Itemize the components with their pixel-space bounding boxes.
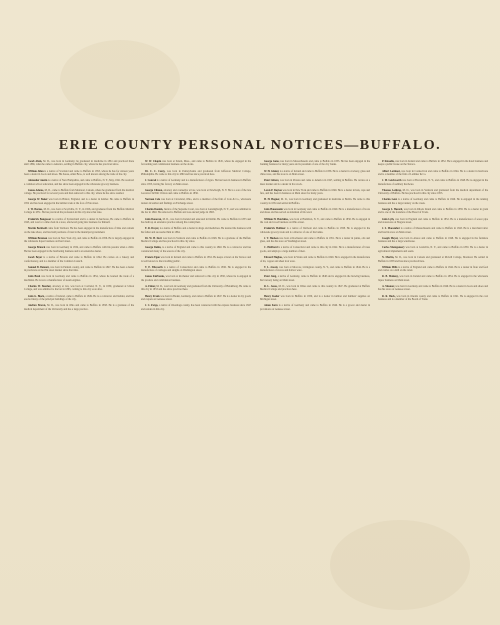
notice-name: H. H. Hagner, bbox=[264, 198, 280, 202]
notice-name: Peter Gittere, bbox=[264, 179, 280, 183]
personal-notice bbox=[141, 246, 251, 253]
personal-notice bbox=[141, 256, 251, 263]
notice-text: M. D., was born in Ireland and educated in Dublin. He came to Buffalo in 1855 and has built up an extensive practice among his countrymen. bbox=[141, 217, 251, 225]
personal-notice bbox=[260, 170, 370, 177]
notice-name: N. Martin, bbox=[382, 256, 395, 260]
notice-text: was born in Putnam county, and came to Buffalo in 1847. He has been a dealer in provisions at the Elk street market since that time. bbox=[24, 265, 134, 273]
notice-text: was born at Rochester and removed to this city in 1850, where he is engaged in the produce and commission business. bbox=[141, 275, 251, 282]
notice-name: Dr. W. H. Dorr bbox=[145, 236, 163, 240]
personal-notice bbox=[260, 160, 370, 167]
notice-name: Dr. C. C. Carey, bbox=[145, 169, 166, 173]
notice-text: M. D., was born at Scottville, N. Y., in 1826, and graduated from the Buffalo Medical College in 1851. He has practiced his profession in this city since that date. bbox=[24, 208, 134, 215]
personal-notice bbox=[378, 256, 488, 263]
notice-text: was born at Salem, Mass., and came to Buffalo in 1845, where he engaged in the forwarding and commission business on the docks. bbox=[141, 160, 251, 167]
notice-name: E. R. Dwyer, bbox=[145, 227, 160, 231]
notice-name: J. S. Macomber bbox=[382, 227, 400, 231]
notice-text: was born in Prussia and came to America in 1847, settling in Buffalo. He carries on a meat market and is a dealer in live stock. bbox=[260, 179, 370, 186]
personal-notice bbox=[24, 227, 134, 234]
notice-name: George Brunck bbox=[28, 246, 46, 250]
notice-text: is a native of Germany and came to Buffalo in 1846. He is a grocer and dealer in provisions on Genesee street. bbox=[260, 304, 370, 311]
notice-text: was born in Oneida county and came to Buffalo in 1841. He is engaged in the coal business and is a member of the Board of Trade. bbox=[378, 294, 488, 301]
personal-notice bbox=[24, 304, 134, 311]
personal-notice bbox=[260, 237, 370, 244]
personal-notice bbox=[24, 160, 134, 167]
notice-name: William Allen bbox=[28, 169, 44, 173]
personal-notice bbox=[260, 198, 370, 205]
page-title: ERIE COUNTY PERSONAL NOTICES—BUFFALO. bbox=[58, 138, 442, 153]
personal-notice bbox=[378, 179, 488, 186]
notice-name: George W. Baker bbox=[28, 198, 48, 202]
notice-name: T. E. Ellsworth bbox=[145, 265, 163, 269]
personal-notice bbox=[378, 295, 488, 302]
personal-notice bbox=[378, 208, 488, 215]
notice-column-3 bbox=[260, 160, 370, 608]
personal-notice bbox=[260, 179, 370, 186]
notice-text: is a native of Connecticut and came to this city in 1842. He is a manufacturer of brass goods, and employs a large number of men. bbox=[260, 246, 370, 253]
notice-name: Joseph Meyer, bbox=[382, 236, 399, 240]
notice-name: John G. Black, bbox=[28, 294, 45, 298]
notice-name: Alexander Austin bbox=[28, 179, 48, 183]
personal-notice bbox=[141, 285, 251, 292]
personal-notice bbox=[378, 198, 488, 205]
notice-text: a native of Germany, came to Buffalo in 1848 and is engaged in the brewing business, his brewery being on Main street. bbox=[260, 275, 370, 282]
notice-text: was born in Germany and came to Buffalo in 1854, where he learned the trade of a machinist. He is now a manufacturer of steam engines. bbox=[24, 275, 134, 282]
notice-name: C. Hubbard bbox=[264, 246, 278, 250]
notice-name: W. H. Glenny bbox=[264, 169, 280, 173]
notice-name: J. W. Barnes, bbox=[28, 208, 43, 212]
notice-name: William Brennan bbox=[28, 236, 48, 240]
notice-column-1 bbox=[24, 160, 134, 608]
notice-text: was born in Germany and came to Buffalo in 1849. He is a dealer in boots and shoes and has his store on Genesee street. bbox=[378, 284, 488, 292]
notice-column-4 bbox=[378, 160, 488, 608]
notice-text: M. D., was born in Germany and graduated in medicine at Berlin. He came to this country in 1854 and settled in Buffalo. bbox=[260, 198, 370, 205]
personal-notice bbox=[378, 218, 488, 225]
personal-notice bbox=[141, 198, 251, 205]
personal-notice bbox=[141, 179, 251, 186]
notice-name: John Bush bbox=[28, 275, 41, 279]
notice-text: was born in Buffalo in 1830, and is a dealer in lumber and builders' supplies on Michigan street. bbox=[260, 294, 370, 301]
personal-notice bbox=[141, 218, 251, 225]
notice-text: is a native of Germany and is a manufacturer of cigars. He has been in business in Buffalo since 1853, having his factory on Main street. bbox=[141, 179, 251, 186]
personal-notice bbox=[141, 266, 251, 273]
notice-text: M. D., was born in Germany; he graduated in medicine in 1861 and practiced there until 1866, when he came to America, settling in Buffalo city, where he has practiced since. bbox=[24, 160, 134, 167]
notice-text: is a native of England and came to this country in 1840. He is a contractor and has constructed many of the sewers of the city. bbox=[141, 246, 251, 253]
notice-name: John Donovan, bbox=[145, 217, 162, 221]
notice-text: was born in Vermont and came to Buffalo in 1848. He is a graduate of the Buffalo Medical College and has practiced in this city since. bbox=[141, 236, 251, 244]
notice-name: Francis Egan bbox=[145, 256, 160, 260]
notice-text: M. D., was born in Vermont and graduated from the medical department of the University of Buffalo. He has practiced in this city since 1853. bbox=[378, 188, 488, 196]
notice-text: a native of Onondaga county, has been connected with the express business since 1847 and resides in this city. bbox=[141, 304, 251, 311]
notice-name: Samuel B. Bennett, bbox=[28, 265, 50, 269]
notice-name: Charles Daniels, bbox=[145, 208, 164, 212]
notice-name: R. B. Mahany, bbox=[382, 275, 399, 279]
notice-name: George Dakin, bbox=[145, 246, 162, 250]
notice-text: was born in Germany and came to Buffalo in 1840. He is a manufacturer of boots and shoes and has served as alderman of his ward. bbox=[260, 208, 370, 215]
notice-name: A. Mesmer, bbox=[382, 284, 395, 288]
notice-name: Lewis P. Dayton bbox=[264, 188, 282, 192]
notice-text: was born at Hamilton, N. Y., and came to Buffalo in 1856. He is engaged in the coal and wood business on Ohio street. bbox=[260, 217, 370, 225]
notice-text: is a native of New Hampshire, and came to Buffalo, N. Y., May, 1841. He received a common school education, and has since been engaged in the wholesale grocery business. bbox=[24, 179, 134, 186]
notice-name: Thomas Lothrop, bbox=[382, 188, 402, 192]
personal-notice bbox=[260, 266, 370, 273]
personal-notice bbox=[378, 189, 488, 196]
personal-notice bbox=[378, 246, 488, 253]
notice-column-2 bbox=[141, 160, 251, 608]
personal-notice bbox=[141, 227, 251, 234]
personal-notice bbox=[24, 266, 134, 273]
paper-stain bbox=[60, 40, 180, 120]
notice-text: was born in Wales and came to Buffalo in 1849. He is engaged in the manufacture of tin, copper and sheet iron ware. bbox=[260, 256, 370, 263]
personal-notice bbox=[378, 285, 488, 292]
notice-text: is a native of Massachusetts and came to Buffalo in 1845. He is a merchant tailor and has his store on Main street. bbox=[378, 227, 488, 234]
notice-text: attorney at law, was born at Cortland, N. Y., in 1839, graduated at Union College, and was admitted to the bar in 1863, coming to this city soon after. bbox=[24, 284, 134, 292]
notice-text: is a native of Vermont and came to Buffalo in 1838. He is engaged in the wholesale grocery trade and is a director of one of the banks. bbox=[260, 227, 370, 234]
notice-name: J. C. Fargo, bbox=[145, 304, 159, 308]
personal-notice bbox=[260, 304, 370, 311]
notice-name: Frederick Bangasser bbox=[28, 217, 52, 221]
notice-name: J. Conrad bbox=[145, 179, 157, 183]
personal-notice bbox=[141, 295, 251, 302]
notice-text: was born in Pennsylvania and graduated from Jefferson Medical College, Philadelphia. He came to this city in 1860 and has since practiced here. bbox=[141, 169, 251, 177]
personal-notice bbox=[260, 208, 370, 215]
notice-name: Charles W. Beecher, bbox=[28, 284, 52, 288]
personal-notice bbox=[24, 208, 134, 215]
personal-notice bbox=[260, 218, 370, 225]
personal-notice bbox=[378, 237, 488, 244]
personal-notice bbox=[378, 275, 488, 282]
notice-name: Martin Bardwell bbox=[28, 227, 47, 231]
notice-text: was born in Ireland and came to Buffalo in 1852. He keeps a hotel on the Terrace and is well known to the travelling public. bbox=[141, 256, 251, 263]
notice-text: is a native of Connecticut and came to Buffalo in 1836. He is engaged in the manufacture of carriages and sleighs on Washington street. bbox=[141, 265, 251, 273]
notice-text: was born in England and came to Buffalo in 1852. He is a manufacturer of sewer pipe and stoneware on Niagara street. bbox=[378, 217, 488, 225]
notice-text: M. D., was born in Canada and graduated at McGill College, Montreal. He settled in Buffalo in 1858 and has since practiced here. bbox=[378, 256, 488, 263]
notice-text: is a native of Ireland and came to Buffalo in 1836. He is a dealer in crockery, glass and china ware, and his store is on Main street. bbox=[260, 169, 370, 177]
notice-name: James Adams, bbox=[28, 188, 44, 192]
personal-notice bbox=[378, 170, 488, 177]
notice-text: is a native of Buffalo and a dealer in drugs and medicines. He learned the business with his father and succeeded him in 1864. bbox=[141, 227, 251, 234]
notice-name: J. T. Hudson bbox=[264, 236, 279, 240]
notice-name: P. Kinsella, bbox=[382, 160, 395, 163]
notice-name: Norman Cole bbox=[145, 198, 161, 202]
notice-name: R. R. Buck, bbox=[382, 294, 396, 298]
notice-name: Jacob Beyer bbox=[28, 256, 43, 260]
notice-name: George S. Hazard, bbox=[382, 208, 403, 212]
personal-notice bbox=[378, 266, 488, 273]
notice-text: was born in Massachusetts and came to Buffalo in 1833. He has been engaged in the banking business for many years and is president of one of the city banks. bbox=[260, 160, 370, 167]
notice-name: T. L. Jewett, bbox=[264, 265, 279, 269]
notice-text: was born in Baden, Germany, and came to Buffalo in 1847. He is a dealer in dry goods and carpets on Genesee street. bbox=[141, 294, 251, 301]
notice-name: Andrew Brown, bbox=[28, 304, 47, 308]
notice-name: Charles Lenz bbox=[382, 198, 398, 202]
personal-notice bbox=[24, 198, 134, 205]
personal-notice bbox=[24, 179, 134, 186]
personal-notice bbox=[378, 160, 488, 167]
personal-notice bbox=[24, 246, 134, 253]
personal-notice bbox=[378, 227, 488, 234]
personal-notice bbox=[260, 189, 370, 196]
personal-notice bbox=[260, 256, 370, 263]
notice-text: was born in Bristol, England, and is a dealer in lumber. He came to Buffalo in 1852 and has been engaged in the lumber trade at the foot of Erie street. bbox=[24, 198, 134, 205]
personal-notice bbox=[24, 285, 134, 292]
notice-text: was born in Ireland and came to Buffalo in 1852. He is engaged in the hotel business and keeps a public house on the Terrace. bbox=[378, 160, 488, 167]
notice-text: was born in New York and came to Buffalo in 1849. He is a dealer in hats, caps and furs, and has been in business on Main street for many years. bbox=[260, 188, 370, 196]
notice-text: was born at Moscow, Livingston county, N. Y., and came to Buffalo in 1844. He is a manufacturer of stoves and hollow ware. bbox=[260, 265, 370, 273]
personal-notice bbox=[260, 227, 370, 234]
personal-notice bbox=[24, 189, 134, 196]
notice-text: was born in Germany in 1834, and came to Buffalo with his parents when a child. He has been engaged in the butchering business and is an extensive dealer. bbox=[24, 246, 134, 253]
notice-name: William Mills bbox=[382, 265, 398, 269]
personal-notice bbox=[260, 295, 370, 302]
personal-notice bbox=[24, 218, 134, 225]
personal-notice bbox=[24, 256, 134, 263]
personal-notice bbox=[260, 285, 370, 292]
notice-name: William H. Hotchkiss, bbox=[264, 217, 289, 221]
notice-name: Jacob Abels, bbox=[28, 160, 43, 163]
notice-text: M. D., was born in Germany and graduated from the University of Heidelberg. He came to this city in 1853 and has since practiced here. bbox=[141, 284, 251, 292]
personal-notice bbox=[24, 170, 134, 177]
notice-name: R. L. Jones, bbox=[264, 284, 278, 288]
personal-notice bbox=[260, 246, 370, 253]
personal-notice bbox=[24, 295, 134, 302]
personal-notice bbox=[141, 189, 251, 196]
notice-name: George Clinton, bbox=[145, 188, 163, 192]
notice-text: was born at Granville, N. Y., and came to Buffalo in 1850. He is a dealer in agricultural implements and seeds. bbox=[378, 246, 488, 253]
personal-notice bbox=[141, 160, 251, 167]
notice-name: Henry Keeler bbox=[264, 294, 280, 298]
notice-name: Albert Lattimer, bbox=[382, 169, 401, 173]
notice-text: was born in Ireland and came to Buffalo in 1854. He is engaged in the wholesale liquor business on Main street. bbox=[378, 275, 488, 282]
notice-text: Justice of the Supreme Court, was born at Lansingburgh, N. Y., and was admitted to the bar in 1840. He removed to Buffalo and was elected judge in 1863. bbox=[141, 208, 251, 215]
notice-name: W. W. Chapin bbox=[145, 160, 162, 163]
notice-text: is a native of Bavaria and came to Buffalo in 1842. He carries on a bakery and confectionery, and is a member of the Common Council. bbox=[24, 256, 134, 263]
notice-text: was born in New York city, and came to Buffalo in 1856. He is largely engaged in the wholesale liquor business on Pearl street. bbox=[24, 236, 134, 244]
notice-name: John Hauenstein bbox=[264, 208, 283, 212]
notice-text: was born in Alsace and came to Buffalo in 1848. He is engaged in the furniture business and has a large warehouse. bbox=[378, 236, 488, 244]
notice-text: was born in Connecticut and came to Buffalo in 1844. He is a dealer in hardware and is a member of the firm of Lattimer & Co. bbox=[378, 169, 488, 177]
personal-notice bbox=[141, 208, 251, 215]
notice-text: is a native of Germany and came to Buffalo in 1849. He is engaged in the tanning business and has a large tannery on the creek. bbox=[378, 198, 488, 205]
personal-notice bbox=[260, 275, 370, 282]
notice-text: a native of Ireland, came to Buffalo in 1849. He is a contractor and builder, and has erected many of the principal buildings of the city. bbox=[24, 294, 134, 301]
notice-text: M. D., came to Buffalo from Montreal, Canada, where he graduated from the medical college. He practiced for several years and then removed to this city, where he has since resided. bbox=[24, 188, 134, 196]
notice-text: was born at Cleveland, Ohio, and is a member of the firm of Cole & Co., wholesale dealers in leather and findings on Exchange street. bbox=[141, 198, 251, 205]
notice-text: came from Vermont. He has been engaged in the manufacture of lime and cement on the lake shore, and has held positions of trust in the municipal government. bbox=[24, 227, 134, 234]
notice-text: was born at Rochester and came to Buffalo in 1851. He is a dealer in paints, oils and glass, and has his store on Washington street. bbox=[260, 236, 370, 244]
notice-text: is a native of England and came to Buffalo in 1842. He is a dealer in flour and feed and carries on a mill on the canal. bbox=[378, 265, 488, 273]
notice-text: was born at Brownville, N. Y., and came to Buffalo in 1848. He is engaged in the manufacture of saddlery hardware. bbox=[378, 179, 488, 186]
personal-notice bbox=[141, 170, 251, 177]
personal-notice bbox=[24, 237, 134, 244]
notice-name: George Gates bbox=[264, 160, 280, 163]
personal-notice bbox=[141, 237, 251, 244]
notice-name: Adam Kern bbox=[264, 304, 278, 308]
personal-notice bbox=[141, 275, 251, 282]
notice-text: M. D., was born in Wales and came to this country in 1847. He graduated at Buffalo Medical College and practices here. bbox=[260, 284, 370, 292]
notice-text: was born in Rhode Island and came to Buffalo in 1838. He is a dealer in grain and is one of the founders of the Board of Trade. bbox=[378, 208, 488, 215]
personal-notice bbox=[141, 304, 251, 311]
notice-name: Frederick Hollister bbox=[264, 227, 286, 231]
notice-text: is a native of Switzerland and is a dealer in hardware. He came to Buffalo in 1845, and was for a time clerk in a store, afterward going into business for himself. bbox=[24, 217, 134, 225]
notice-name: J. M. Letchworth bbox=[382, 179, 402, 183]
personal-notice bbox=[24, 275, 134, 282]
notice-name: Henry Frank bbox=[145, 294, 160, 298]
notice-name: James Fairbanks, bbox=[145, 275, 165, 279]
notice-text: attorney and counsellor at law, was born at Newburgh, N. Y. He is a son of the late Governor DeWitt Clinton and came to Buffalo in 1836. bbox=[141, 188, 251, 196]
notice-name: Carlos Montgomery bbox=[382, 246, 405, 250]
notice-text: is a native of Scotland and came to Buffalo in 1853, where he has for sixteen years been a dealer in boots and shoes. His house, Allen Bros., is well known among the trade of the city. bbox=[24, 169, 134, 177]
notice-text: M. D., was born in Ohio and came to Buffalo in 1858. He is a graduate of the medical department of the University and has a large practice. bbox=[24, 304, 134, 311]
notice-name: Edward Hughes, bbox=[264, 256, 283, 260]
notice-name: A. Fisher, bbox=[145, 284, 156, 288]
notice-name: Peter Jung, bbox=[264, 275, 277, 279]
notice-name: John Lyth, bbox=[382, 217, 395, 221]
